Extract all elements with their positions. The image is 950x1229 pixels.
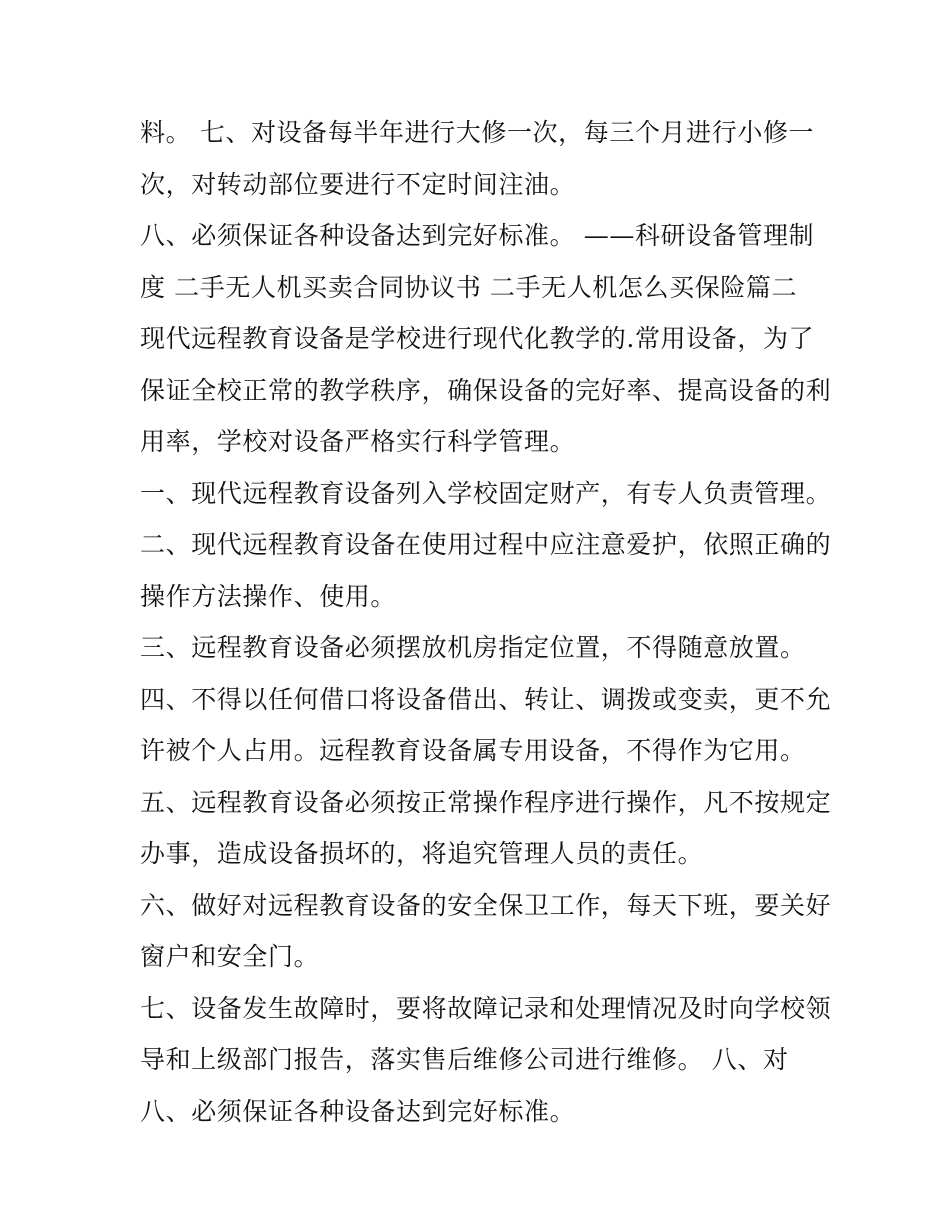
- text-line: 次，对转动部位要进行不定时间注油。: [140, 169, 576, 199]
- text-line: 八、必须保证各种设备达到完好标准。: [140, 1096, 576, 1126]
- text-line: 四、不得以任何借口将设备借出、转让、调拨或变卖，更不允: [140, 684, 832, 714]
- text-line: 办事，造成设备损坏的，将追究管理人员的责任。: [140, 839, 704, 868]
- text-line: 导和上级部门报告，落实售后维修公司进行维修。 八、对: [140, 1045, 789, 1074]
- text-line: 操作方法操作、使用。: [140, 581, 397, 611]
- text-line: 六、做好对远程教育设备的安全保卫工作，每天下班，要关好: [140, 890, 832, 920]
- text-line: 窗户和安全门。: [140, 942, 320, 971]
- text-line: 五、远程教育设备必须按正常操作程序进行操作，凡不按规定: [140, 787, 832, 817]
- text-line: 保证全校正常的教学秩序，确保设备的完好率、提高设备的利: [140, 375, 832, 405]
- document-body: [140, 107, 840, 1137]
- text-line: 许被个人占用。远程教育设备属专用设备，不得作为它用。: [140, 736, 806, 765]
- text-line: 二、现代远程教育设备在使用过程中应注意爱护，依照正确的: [140, 530, 832, 559]
- text-line: 料。 七、对设备每半年进行大修一次，每三个月进行小修一: [140, 118, 815, 147]
- text-line: 一、现代远程教育设备列入学校固定财产，有专人负责管理。: [140, 478, 832, 508]
- text-line: 现代远程教育设备是学校进行现代化教学的.常用设备，为了: [140, 324, 815, 353]
- text-line: 度 二手无人机买卖合同协议书 二手无人机怎么买保险篇二: [140, 272, 798, 302]
- text-line: 用率，学校对设备严格实行科学管理。: [140, 427, 576, 456]
- text-line: 七、设备发生故障时，要将故障记录和处理情况及时向学校领: [140, 993, 832, 1023]
- text-line: 八、必须保证各种设备达到完好标准。 ——科研设备管理制: [140, 221, 815, 250]
- text-line: 三、远程教育设备必须摆放机房指定位置，不得随意放置。: [140, 633, 806, 662]
